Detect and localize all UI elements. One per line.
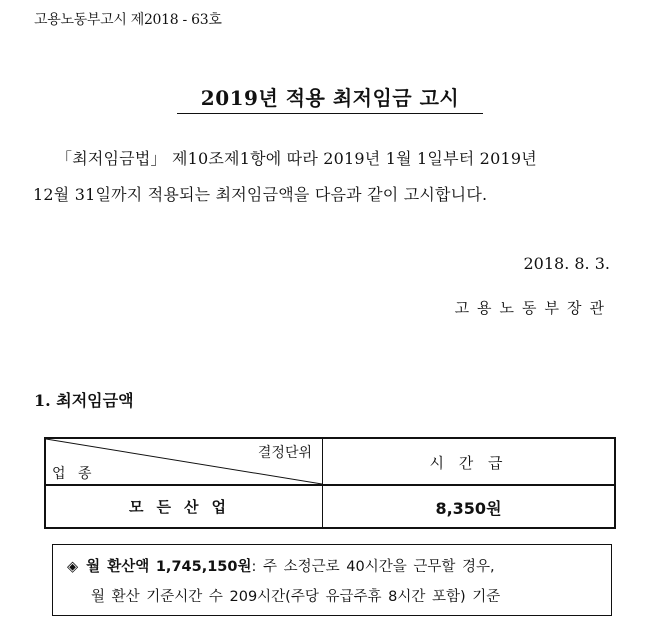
note-line-1-rest: : 주 소정근로 40시간을 근무할 경우,: [251, 559, 495, 575]
body-text-line-2: 12월 31일까지 적용되는 최저임금액을 다음과 같이 고시합니다.: [33, 185, 488, 204]
row-hourly-wage-value: 8,350원: [435, 499, 502, 518]
monthly-conversion-note: [52, 544, 612, 616]
table-row-industry-cell: [46, 486, 323, 527]
section-heading: 1. 최저임금액: [34, 391, 134, 410]
notice-number: 고용노동부고시 제2018 - 63호: [34, 12, 222, 28]
document-title-text: 2019년 적용 최저임금 고시: [177, 82, 483, 114]
table-row-wage-cell: [323, 486, 614, 527]
document-title: [0, 82, 660, 114]
header-industry: 업 종: [52, 466, 96, 482]
table-header-corner-cell: [46, 439, 323, 486]
header-decision-unit: 결정단위: [257, 445, 312, 461]
minimum-wage-table: [44, 437, 616, 529]
note-line-1: [67, 555, 495, 576]
issuer-title: 고용노동부장관: [454, 299, 612, 317]
monthly-label: 월 환산액: [86, 559, 150, 575]
body-text-line-1: 「최저임금법」 제10조제1항에 따라 2019년 1월 1일부터 2019년: [56, 149, 537, 168]
issue-date: 2018. 8. 3.: [523, 254, 610, 273]
table-header-hourly-cell: [323, 439, 614, 486]
monthly-value: 1,745,150원: [155, 559, 252, 575]
diamond-bullet-icon: ◈: [67, 559, 79, 575]
header-hourly-wage: 시 간 급: [429, 454, 508, 472]
note-line-2: 월 환산 기준시간 수 209시간(주당 유급주휴 8시간 포함) 기준: [91, 589, 501, 605]
row-industry: 모든산업: [129, 498, 239, 516]
